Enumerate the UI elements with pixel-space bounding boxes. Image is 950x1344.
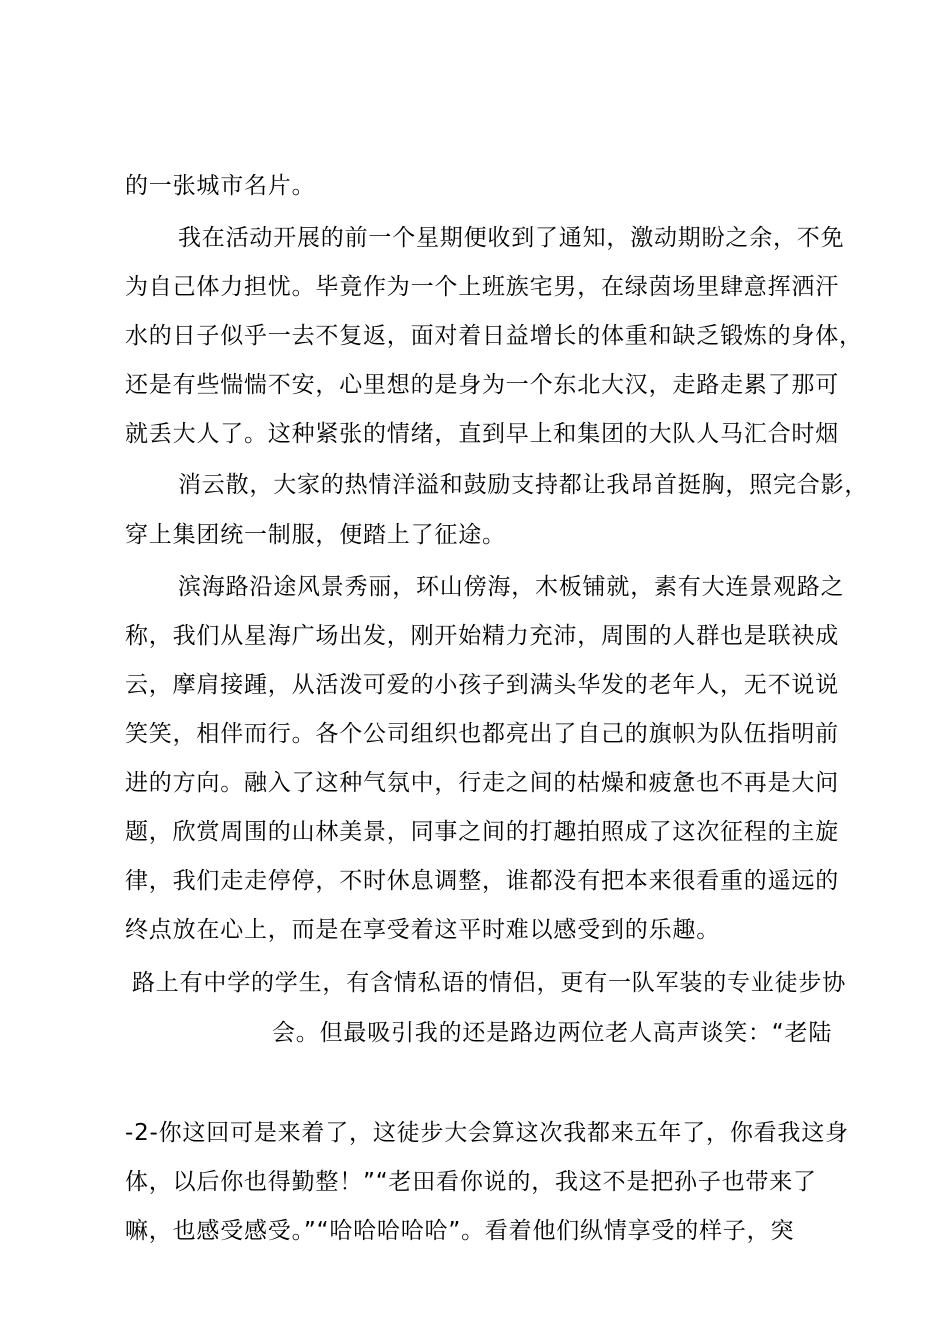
text-line: 笑笑，相伴而行。各个公司组织也都亮出了自己的旗帜为队伍指明前 bbox=[125, 721, 839, 747]
text-line: 消云散，大家的热情洋溢和鼓励支持都让我昂首挺胸，照完合影， bbox=[178, 472, 869, 498]
text-line: 律，我们走走停停，不时休息调整，谁都没有把本来很看重的遥远的 bbox=[125, 868, 839, 894]
text-line: -2-你这回可是来着了，这徒步大会算这次我都来五年了，你看我这身 bbox=[125, 1120, 849, 1146]
text-line: 称，我们从星海广场出发，刚开始精力充沛，周围的人群也是联袂成 bbox=[125, 623, 839, 649]
text-line: 为自己体力担忧。毕竟作为一个上班族宅男，在绿茵场里肆意挥洒汗 bbox=[125, 274, 839, 300]
text-line: 我在活动开展的前一个星期便收到了通知，激动期盼之余，不免 bbox=[178, 225, 845, 251]
text-line: 还是有些惴惴不安，心里想的是身为一个东北大汉，走路走累了那可 bbox=[125, 372, 839, 398]
text-line: 的一张城市名片。 bbox=[125, 173, 316, 199]
text-line: 穿上集团统一制服，便踏上了征途。 bbox=[125, 522, 506, 548]
text-line: 云，摩肩接踵，从活泼可爱的小孩子到满头华发的老年人，无不说说 bbox=[125, 672, 839, 698]
text-line: 体，以后你也得勤整！”“老田看你说的，我这不是把孙子也带来了 bbox=[125, 1169, 817, 1195]
text-line: 题，欣赏周围的山林美景，同事之间的打趣拍照成了这次征程的主旋 bbox=[125, 819, 839, 845]
text-line: 会。但最吸引我的还是路边两位老人高声谈笑：“老陆 bbox=[272, 1020, 833, 1046]
text-line: 水的日子似乎一去不复返，面对着日益增长的体重和缺乏锻炼的身体， bbox=[125, 323, 863, 349]
text-line: 终点放在心上，而是在享受着这平时难以感受到的乐趣。 bbox=[125, 917, 720, 943]
text-line: 滨海路沿途风景秀丽，环山傍海，木板铺就，素有大连景观路之 bbox=[178, 574, 845, 600]
text-line: 进的方向。融入了这种气氛中，行走之间的枯燥和疲惫也不再是大问 bbox=[125, 770, 839, 796]
text-line: 就丢大人了。这种紧张的情绪，直到早上和集团的大队人马汇合时烟 bbox=[125, 421, 839, 447]
text-line: 嘛，也感受感受。”“哈哈哈哈哈”。看着他们纵情享受的样子，突 bbox=[125, 1218, 795, 1244]
text-line: 路上有中学的学生，有含情私语的情侣，更有一队军装的专业徒步协 bbox=[132, 970, 846, 996]
